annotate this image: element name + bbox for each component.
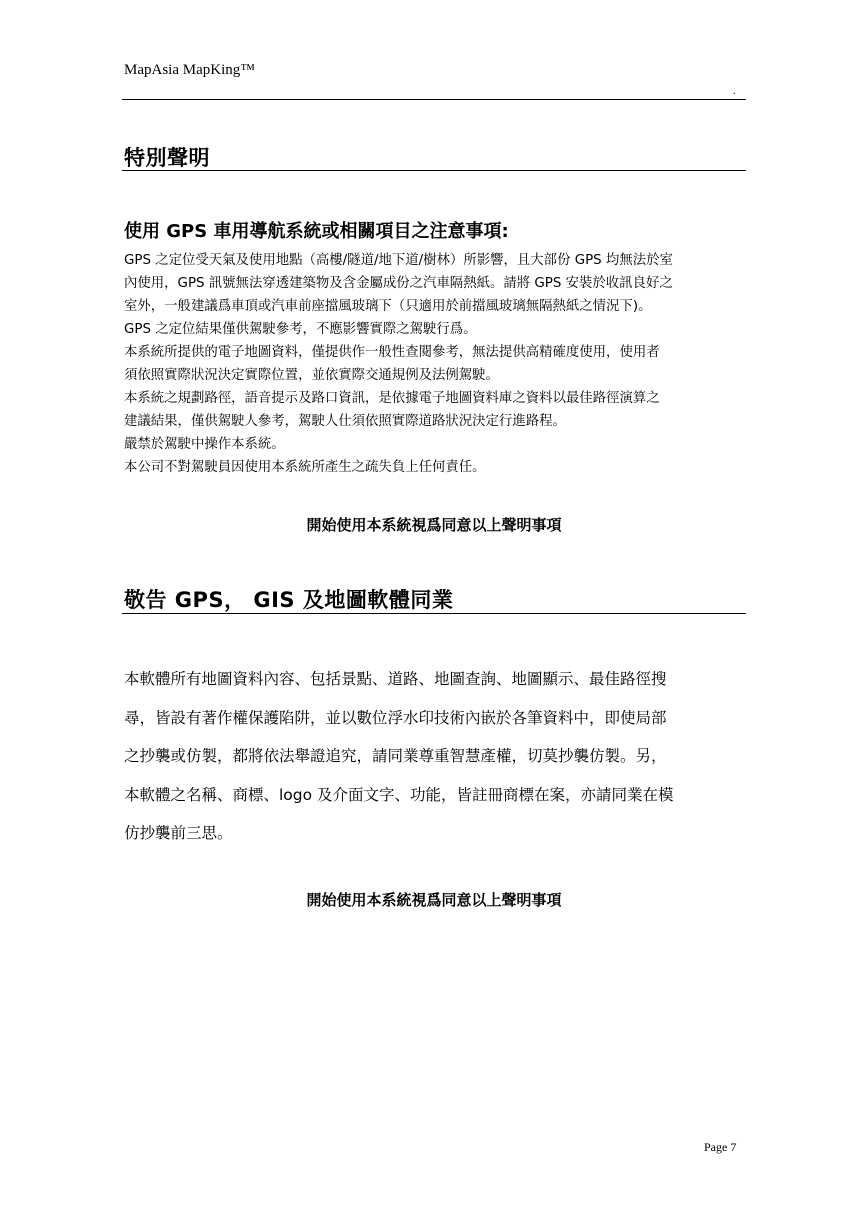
section2-line: 尋，皆設有著作權保護陷阱，並以數位浮水印技術內嵌於各筆資料中，即使局部 <box>124 708 667 727</box>
header-rule <box>122 99 746 100</box>
section1-line: 本公司不對駕駛員因使用本系統所產生之疏失負上任何責任。 <box>124 460 486 475</box>
section1-line: 建議結果，僅供駕駛人參考，駕駛人仕須依照實際道路狀況決定行進路程。 <box>124 414 566 429</box>
header-dot: . <box>733 86 736 97</box>
section1-line: 內使用，GPS 訊號無法穿透建築物及含金屬成份之汽車隔熱紙。請將 GPS 安裝於收訊良好之 <box>124 276 673 291</box>
section1-line: 本系統所提供的電子地圖資料，僅提供作一般性查閱參考，無法提供高精確度使用，使用者 <box>124 345 660 360</box>
section2-line: 本軟體之名稱、商標、logo 及介面文字、功能，皆註冊商標在案，亦請同業在模 <box>124 785 674 804</box>
section1-agreement-note: 開始使用本系統視爲同意以上聲明事項 <box>306 516 562 534</box>
section2-body <box>124 660 746 853</box>
section1-body <box>124 249 746 479</box>
section1-subheading: 使用 GPS 車用導航系統或相關項目之注意事項: <box>124 221 509 242</box>
section2-line: 之抄襲或仿製，都將依法舉證追究，請同業尊重智慧產權，切莫抄襲仿製。另， <box>124 747 667 765</box>
section1-line: GPS 之定位結果僅供駕駛參考，不應影響實際之駕駛行爲。 <box>124 322 477 337</box>
section2-line: 仿抄襲前三思。 <box>124 824 233 842</box>
section1-heading-rule <box>122 170 746 171</box>
section2-heading-rule <box>122 613 746 614</box>
section1-line: 須依照實際狀況決定實際位置，並依實際交通規例及法例駕駛。 <box>124 368 499 383</box>
section1-line: 嚴禁於駕駛中操作本系統。 <box>124 437 285 452</box>
section1-line: 本系統之規劃路徑，語音提示及路口資訊，是依據電子地圖資料庫之資料以最佳路徑演算之 <box>124 391 660 406</box>
page-number: Page 7 <box>704 1140 737 1154</box>
section1-heading: 特別聲明 <box>124 146 210 170</box>
section1-line: 室外，一般建議爲車頂或汽車前座擋風玻璃下（只適用於前擋風玻璃無隔熱紙之情況下)。 <box>124 299 652 314</box>
section1-line: GPS 之定位受天氣及使用地點（高樓/隧道/地下道/樹林）所影響，且大部份 GPS 均無法於室 <box>124 253 673 268</box>
section2-heading: 敬告 GPS， GIS 及地圖軟體同業 <box>124 588 454 612</box>
section2-agreement-note: 開始使用本系統視爲同意以上聲明事項 <box>306 891 562 909</box>
document-header-title: MapAsia MapKing™ <box>124 62 255 78</box>
section2-line: 本軟體所有地圖資料內容、包括景點、道路、地圖查詢、地圖顯示、最佳路徑搜 <box>124 670 667 688</box>
